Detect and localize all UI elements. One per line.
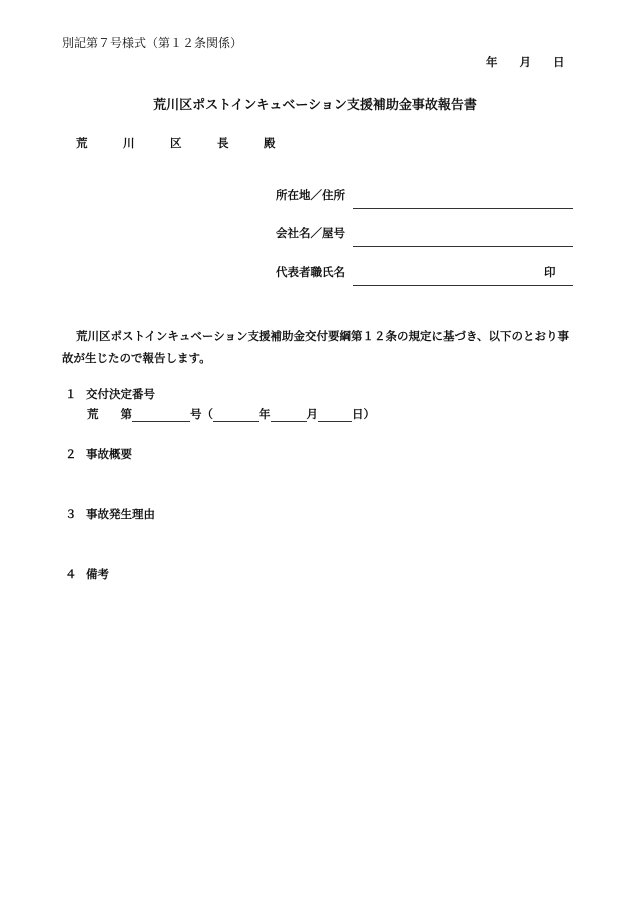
address-line[interactable] [353, 208, 573, 209]
addressee: 荒 川 区 長 殿 [76, 136, 288, 150]
section-number: ２ [65, 447, 77, 461]
month-blank[interactable] [271, 409, 307, 422]
seal-mark: 印 [544, 265, 556, 279]
section-title: 事故発生理由 [86, 507, 155, 521]
section-accident-summary [65, 446, 132, 462]
section-number: ３ [65, 507, 77, 521]
address-label: 所在地／住所 [276, 188, 345, 202]
document-title: 荒川区ポストインキュベーション支援補助金事故報告書 [153, 98, 477, 113]
year-blank[interactable] [213, 409, 259, 422]
ref-prefix: 荒 [87, 407, 99, 421]
section-title: 交付決定番号 [86, 387, 155, 401]
day-blank[interactable] [318, 409, 352, 422]
representative-line[interactable] [353, 285, 573, 286]
decision-reference [87, 406, 375, 422]
ref-year: 年 [259, 407, 271, 421]
date-month: 月 [519, 55, 531, 69]
section-title: 備考 [86, 567, 109, 581]
form-number: 別記第７号様式（第１２条関係） [62, 36, 243, 50]
date-line [486, 54, 565, 70]
section-title: 事故概要 [86, 447, 132, 461]
ref-month: 月 [306, 407, 318, 421]
date-year: 年 [486, 55, 498, 69]
section-number: ４ [65, 567, 77, 581]
representative-label: 代表者職氏名 [276, 265, 345, 279]
date-day: 日 [553, 55, 565, 69]
section-number: １ [65, 387, 77, 401]
ref-dai: 第 [120, 407, 132, 421]
ref-gou: 号（ [190, 407, 213, 421]
company-name-label: 会社名／屋号 [276, 226, 345, 240]
section-decision-number [65, 386, 155, 402]
ref-day: 日） [352, 407, 375, 421]
decision-number-blank[interactable] [132, 409, 190, 422]
report-body-text: 荒川区ポストインキュベーション支援補助金交付要綱第１２条の規定に基づき、以下のとおり事故が生じたので報告します。 [62, 329, 569, 365]
section-accident-cause [65, 506, 155, 522]
section-remarks [65, 566, 109, 582]
company-name-line[interactable] [353, 246, 573, 247]
